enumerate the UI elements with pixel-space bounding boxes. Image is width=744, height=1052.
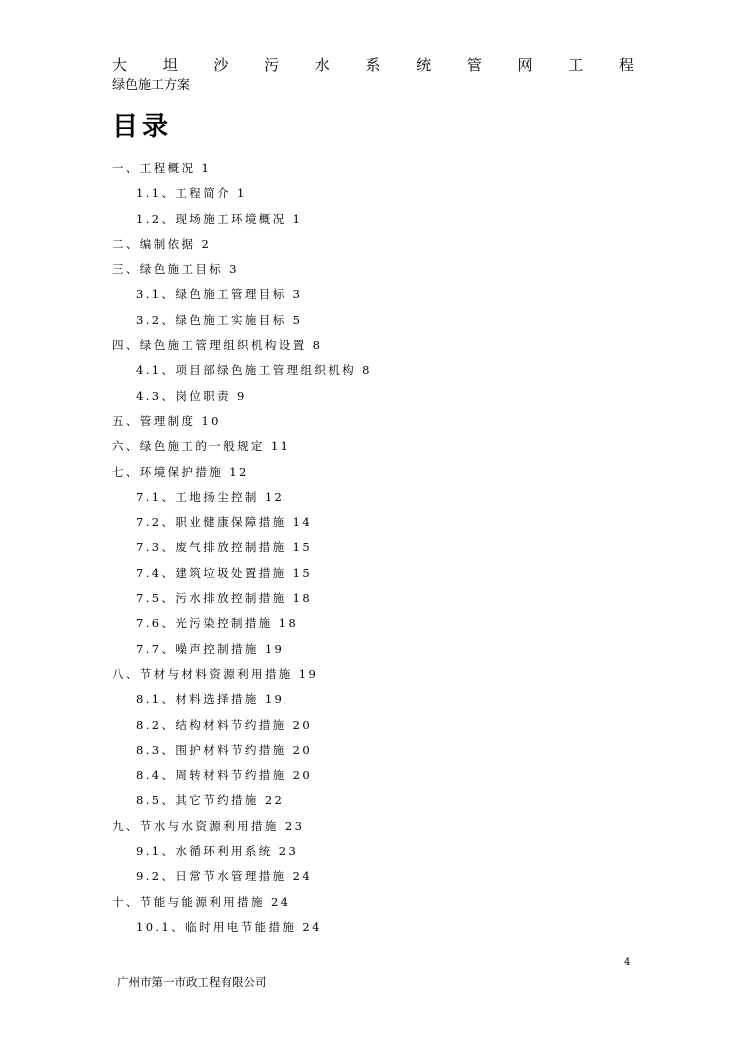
toc-title: 目录 [112, 112, 173, 142]
toc-subentry[interactable]: 9.2、日常节水管理措施 24 [136, 869, 313, 884]
toc-subentry[interactable]: 7.1、工地扬尘控制 12 [136, 489, 285, 504]
footer-company: 广州市第一市政工程有限公司 [117, 975, 267, 989]
toc-subentry[interactable]: 7.4、建筑垃圾处置措施 15 [136, 565, 313, 580]
toc-subentry[interactable]: 3.1、绿色施工管理目标 3 [136, 287, 303, 302]
toc-subentry[interactable]: 8.4、周转材料节约措施 20 [136, 768, 313, 783]
header-title-char: 沙 [213, 56, 229, 74]
toc-list [112, 156, 652, 940]
header-title-char: 污 [264, 56, 280, 74]
toc-entry[interactable]: 九、节水与水资源利用措施 23 [112, 818, 305, 833]
toc-entry[interactable]: 六、绿色施工的一般规定 11 [112, 439, 291, 454]
header-title-char: 管 [466, 56, 482, 74]
toc-subentry[interactable]: 7.5、污水排放控制措施 18 [136, 591, 313, 606]
header-title-char: 大 [112, 56, 128, 74]
toc-subentry[interactable]: 1.1、工程简介 1 [136, 186, 247, 201]
toc-subentry[interactable]: 3.2、绿色施工实施目标 5 [136, 312, 303, 327]
toc-subentry[interactable]: 4.3、岗位职责 9 [136, 388, 247, 403]
toc-subentry[interactable]: 9.1、水循环利用系统 23 [136, 844, 299, 859]
toc-subentry[interactable]: 7.7、噪声控制措施 19 [136, 641, 285, 656]
toc-subentry[interactable]: 8.3、围护材料节约措施 20 [136, 742, 313, 757]
toc-subentry[interactable]: 4.1、项目部绿色施工管理组织机构 8 [136, 363, 372, 378]
toc-entry[interactable]: 三、绿色施工目标 3 [112, 262, 239, 277]
header-title-char: 水 [314, 56, 330, 74]
toc-entry[interactable]: 二、编制依据 2 [112, 236, 212, 251]
toc-entry[interactable]: 八、节材与材料资源利用措施 19 [112, 666, 319, 681]
header-title-char: 系 [365, 56, 381, 74]
toc-entry[interactable]: 四、绿色施工管理组织机构设置 8 [112, 338, 323, 353]
toc-subentry[interactable]: 8.5、其它节约措施 22 [136, 793, 285, 808]
toc-subentry[interactable]: 10.1、临时用电节能措施 24 [136, 919, 322, 934]
header-title-char: 坦 [162, 56, 178, 74]
header-title-char: 统 [416, 56, 432, 74]
toc-subentry[interactable]: 7.2、职业健康保障措施 14 [136, 515, 313, 530]
page-number: 4 [624, 957, 631, 968]
toc-entry[interactable]: 十、节能与能源利用措施 24 [112, 894, 291, 909]
toc-entry[interactable]: 五、管理制度 10 [112, 413, 221, 428]
toc-subentry[interactable]: 8.1、材料选择措施 19 [136, 692, 285, 707]
toc-subentry[interactable]: 8.2、结构材料节约措施 20 [136, 717, 313, 732]
header-title-char: 程 [618, 56, 634, 74]
header-title [112, 54, 634, 76]
header-subtitle: 绿色施工方案 [112, 78, 191, 93]
toc-entry[interactable]: 七、环境保护措施 12 [112, 464, 249, 479]
header-title-char: 工 [568, 56, 584, 74]
toc-subentry[interactable]: 7.3、废气排放控制措施 15 [136, 540, 313, 555]
toc-entry[interactable]: 一、工程概况 1 [112, 161, 212, 175]
toc-subentry[interactable]: 7.6、光污染控制措施 18 [136, 616, 299, 631]
header-title-char: 网 [517, 56, 533, 74]
toc-subentry[interactable]: 1.2、现场施工环境概况 1 [136, 211, 303, 226]
